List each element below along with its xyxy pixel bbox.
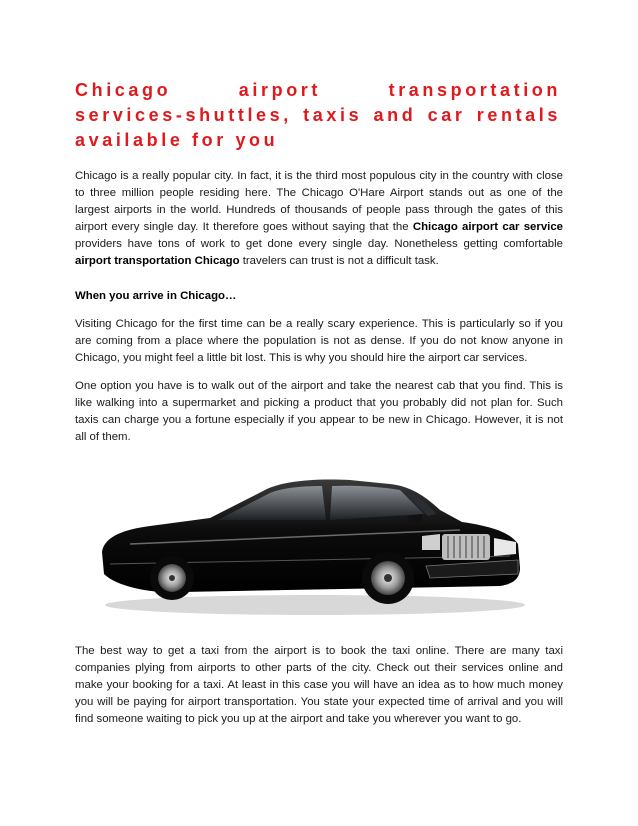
keyword-airport-transportation: airport transportation Chicago: [75, 254, 240, 267]
paragraph-visiting: Visiting Chicago for the first time can be a really scary experience. This is particularly so if you are coming from a place where the population is not as dense. If you do not know anyone in Chicago, you might feel a little bit lost. This is why you should hire the airport car services.: [75, 318, 563, 364]
keyword-car-service: Chicago airport car service: [412, 220, 563, 233]
page-title: Chicago airport transportation services-shuttles, taxis and car rentals available for you: [75, 80, 561, 150]
paragraph-booking: The best way to get a taxi from the airport is to book the taxi online. There are many taxi companies plying from airports to other parts of the city. Check out their services online and make your booking for a taxi. At least in this case you will have an idea as to how much money you will be paying for airport transportation. You state your expected time of arrival and you will find someone waiting to pick you up at the airport and take you wherever you want to go.: [75, 645, 563, 725]
section-subheading: When you arrive in Chicago…: [75, 290, 237, 302]
intro-paragraph: Chicago is a really popular city. In fact, it is the third most populous city in the country with close to three million people residing here. The Chicago O'Hare Airport stands out as one of the largest airports in the world. Hundreds of thousands of people pass through the gates of this airport every single day. It therefore goes without saying that the Chicago airport car service providers have tons of work to get done every single day. Nonetheless getting comfortable airport transportation Chicago travelers can trust is not a difficult task.: [75, 170, 563, 267]
limousine-car-image: [90, 460, 530, 620]
paragraph-options: One option you have is to walk out of the airport and take the nearest cab that you find. This is like walking into a supermarket and picking a product that you probably did not plan for. Such taxis can charge you a fortune especially if you appear to be new in Chicago. However, it is not all of them.: [75, 380, 563, 443]
